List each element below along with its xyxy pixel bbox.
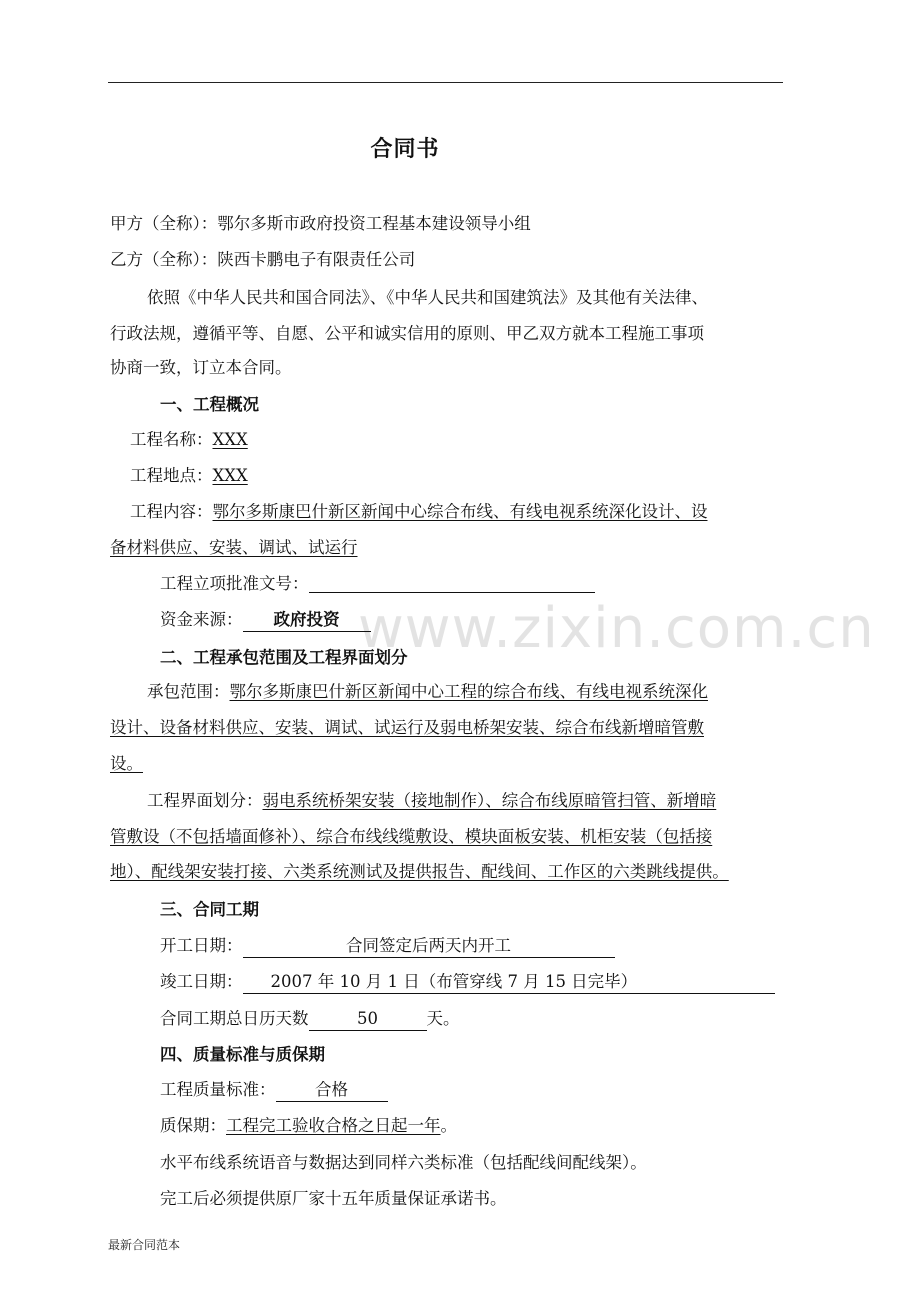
section-3-heading: 三、合同工期 — [160, 900, 259, 919]
interface-label: 工程界面划分： — [147, 791, 263, 810]
end-date-label: 竣工日期： — [160, 972, 243, 991]
scope-value-1: 鄂尔多斯康巴什新区新闻中心工程的综合布线、有线电视系统深化 — [229, 682, 708, 701]
scope-label: 承包范围： — [147, 682, 230, 701]
quality-standard-line — [160, 1078, 388, 1102]
section-2-heading: 二、工程承包范围及工程界面划分 — [160, 648, 408, 667]
preamble-line-2: 行政法规，遵循平等、自愿、公平和诚实信用的原则、甲乙双方就本工程施工事项 — [110, 324, 704, 343]
project-name-value: XXX — [212, 430, 248, 449]
start-date-label: 开工日期： — [160, 936, 243, 955]
end-date-value — [243, 971, 775, 994]
project-content-line-1 — [130, 500, 708, 524]
section-1-heading: 一、工程概况 — [160, 395, 259, 414]
approval-number-line — [160, 572, 595, 596]
project-content-label: 工程内容： — [130, 502, 213, 521]
interface-line-3: 地）、配线架安装打接、六类系统测试及提供报告、配线间、工作区的六类跳线提供。 — [110, 862, 729, 881]
total-days-unit: 天。 — [426, 1009, 460, 1028]
total-days-label: 合同工期总日历天数 — [160, 1009, 309, 1028]
funding-value: 政府投资 — [243, 609, 371, 632]
scope-line-2: 设计、设备材料供应、安装、调试、试运行及弱电桥架安装、综合布线新增暗管敷 — [110, 718, 704, 737]
project-location-line — [130, 464, 248, 488]
page-footer: 最新合同范本 — [108, 1238, 181, 1252]
party-a-line — [110, 212, 531, 236]
guarantee-letter-line: 完工后必须提供原厂家十五年质量保证承诺书。 — [160, 1189, 507, 1208]
approval-number-label: 工程立项批准文号： — [160, 574, 309, 593]
party-b-label: 乙方（全称）： — [110, 250, 218, 269]
section-4-heading: 四、质量标准与质保期 — [160, 1045, 325, 1064]
party-a-label: 甲方（全称）： — [110, 214, 218, 233]
funding-line — [160, 608, 371, 632]
party-b-name: 陕西卡鹏电子有限责任公司 — [217, 250, 416, 269]
end-date-line — [160, 970, 775, 994]
project-content-value-1: 鄂尔多斯康巴什新区新闻中心综合布线、有线电视系统深化设计、设 — [212, 502, 708, 521]
warranty-label: 质保期： — [160, 1116, 226, 1135]
party-b-line — [110, 248, 415, 272]
quality-standard-label: 工程质量标准： — [160, 1080, 276, 1099]
project-name-line — [130, 428, 248, 452]
party-a-name: 鄂尔多斯市政府投资工程基本建设领导小组 — [217, 214, 531, 233]
interface-line-2: 管敷设（不包括墙面修补）、综合布线线缆敷设、模块面板安装、机柜安装（包括接 — [110, 827, 713, 846]
preamble-line-3: 协商一致，订立本合同。 — [110, 358, 292, 377]
project-name-label: 工程名称： — [130, 430, 213, 449]
total-days-value: 50 — [309, 1008, 427, 1031]
preamble-line-1: 依照《中华人民共和国合同法》、《中华人民共和国建筑法》及其他有关法律、 — [147, 288, 708, 307]
warranty-value: 工程完工验收合格之日起一年 — [226, 1116, 441, 1135]
project-content-line-2: 备材料供应、安装、调试、试运行 — [110, 538, 358, 557]
interface-line-1 — [147, 789, 716, 813]
scope-line-3: 设。 — [110, 754, 143, 773]
warranty-end: 。 — [440, 1116, 457, 1135]
project-location-value: XXX — [212, 466, 248, 485]
end-date-text: 2007 年 10 月 1 日（布管穿线 7 月 15 日完毕） — [270, 972, 638, 991]
start-date-line — [160, 934, 615, 958]
quality-standard-value: 合格 — [276, 1079, 388, 1102]
document-title: 合同书 — [370, 136, 440, 162]
horizontal-cabling-line: 水平布线系统语音与数据达到同样六类标准（包括配线间配线架）。 — [160, 1153, 647, 1172]
warranty-line — [160, 1114, 457, 1138]
header-rule — [108, 82, 783, 83]
funding-label: 资金来源： — [160, 610, 243, 629]
scope-line-1 — [147, 680, 708, 704]
watermark: www.zixin.com.cn — [358, 596, 875, 661]
project-location-label: 工程地点： — [130, 466, 213, 485]
interface-value-1: 弱电系统桥架安装（接地制作）、综合布线原暗管扫管、新增暗 — [262, 791, 717, 810]
total-days-line — [160, 1007, 460, 1031]
approval-number-blank — [309, 574, 595, 593]
start-date-value: 合同签定后两天内开工 — [243, 935, 615, 958]
